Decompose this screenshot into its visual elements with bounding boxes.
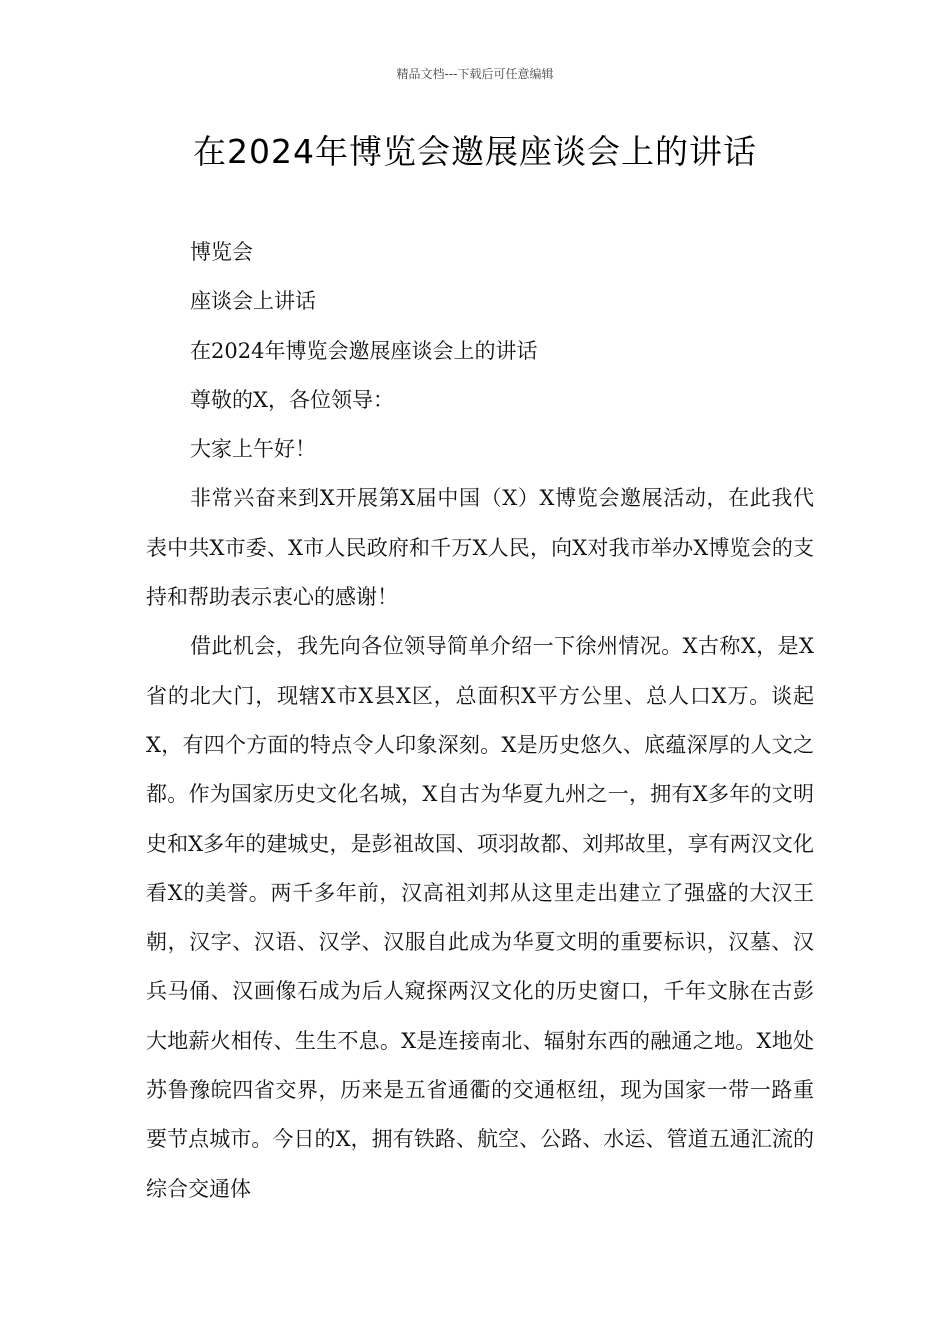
- header-note: 精品文档---下载后可任意编辑: [396, 67, 554, 81]
- paragraph: 非常兴奋来到X开展第X届中国（X）X博览会邀展活动，在此我代表中共X市委、X市人民政府和千万X人民，向X对我市举办X博览会的支持和帮助表示衷心的感谢！: [146, 486, 814, 610]
- document-body: [146, 228, 814, 1214]
- paragraph: 尊敬的X，各位领导：: [190, 387, 394, 412]
- paragraph: 博览会: [190, 240, 253, 264]
- paragraph: 大家上午好！: [190, 437, 316, 462]
- document-title: 在2024年博览会邀展座谈会上的讲话: [193, 132, 757, 171]
- paragraph: 借此机会，我先向各位领导简单介绍一下徐州情况。X古称X，是X省的北大门，现辖X市X县X区，总面积X平方公里、总人口X万。谈起X，有四个方面的特点令人印象深刻。X是历史悠久、底蕴深厚的人文之都。作为国家历史文化名城，X自古为华夏九州之一，拥有X多年的文明史和X多年的建城史，是彭祖故国、项羽故都、刘邦故里，享有两汉文化看X的美誉。两千多年前，汉高祖刘邦从这里走出建立了强盛的大汉王朝，汉字、汉语、汉学、汉服自此成为华夏文明的重要标识，汉墓、汉兵马俑、汉画像石成为后人窥探两汉文化的历史窗口，千年文脉在古彭大地薪火相传、生生不息。X是连接南北、辐射东西的融通之地。X地处苏鲁豫皖四省交界，历来是五省通衢的交通枢纽，现为国家一带一路重要节点城市。今日的X，拥有铁路、航空、公路、水运、管道五通汇流的综合交通体: [146, 634, 814, 1201]
- paragraph: 在2024年博览会邀展座谈会上的讲话: [190, 338, 538, 363]
- paragraph: 座谈会上讲话: [190, 289, 316, 314]
